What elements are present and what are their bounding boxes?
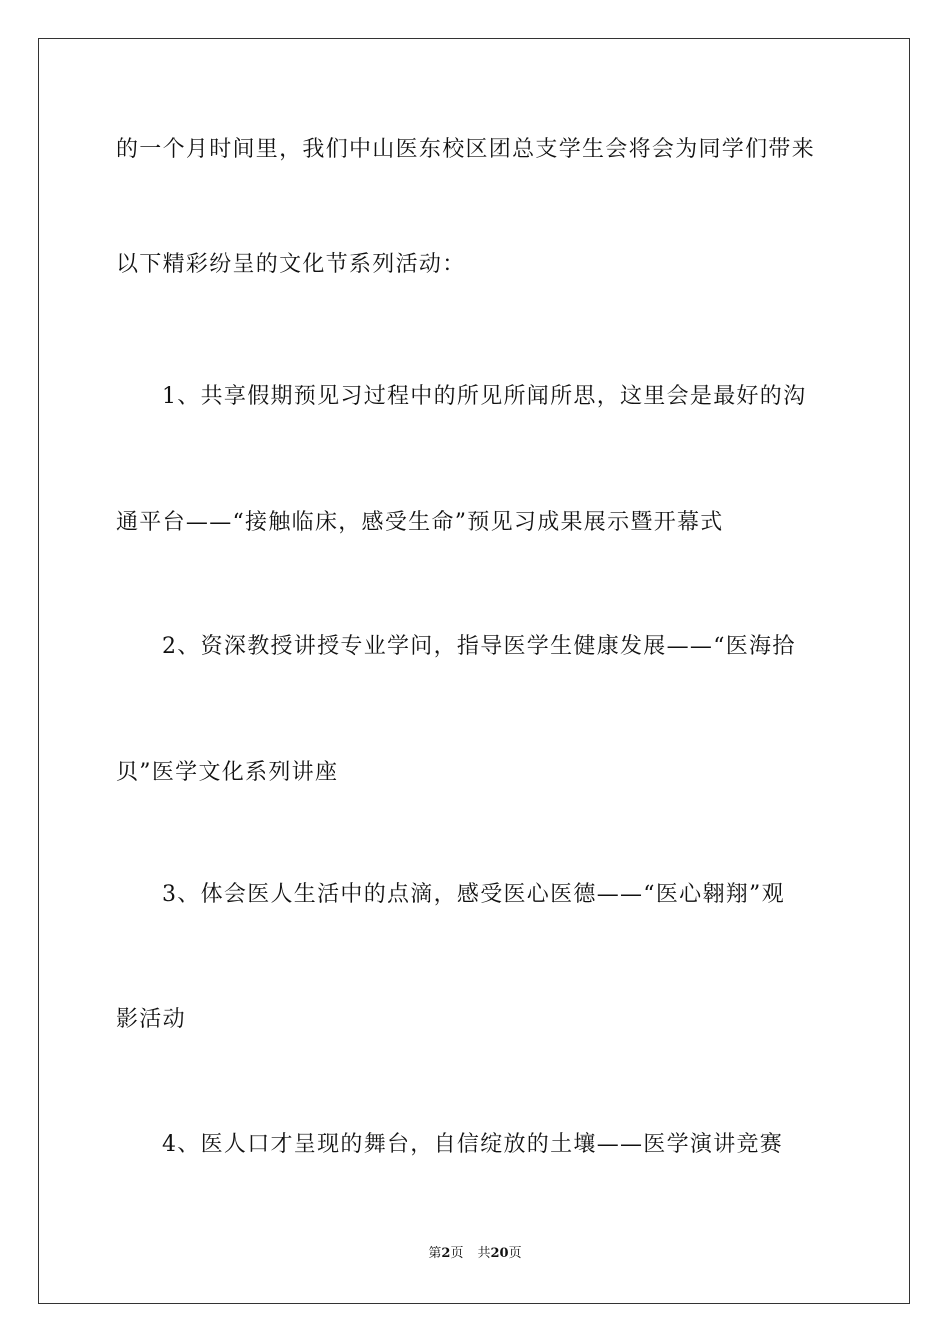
page-total-prefix: 共 [477, 1246, 491, 1261]
page-total-suffix: 页 [508, 1246, 522, 1261]
page-number-suffix: 页 [450, 1246, 464, 1261]
page-footer [0, 1246, 950, 1262]
page-total-count: 20 [490, 1246, 509, 1261]
list-item-2-line-1: 2、资深教授讲授专业学问，指导医学生健康发展——“医海拾 [162, 634, 796, 659]
list-item-1-line-1: 1、共享假期预见习过程中的所见所闻所思，这里会是最好的沟 [162, 384, 807, 409]
list-item-1-line-2: 通平台——“接触临床，感受生命”预见习成果展示暨开幕式 [116, 510, 724, 535]
page-number-prefix: 第 [428, 1246, 442, 1261]
list-item-2-line-2: 贝”医学文化系列讲座 [116, 760, 339, 785]
list-item-3-line-2: 影活动 [116, 1007, 186, 1032]
paragraph-line: 以下精彩纷呈的文化节系列活动： [116, 252, 466, 277]
page-number-current: 2 [441, 1246, 451, 1261]
list-item-4-line-1: 4、医人口才呈现的舞台，自信绽放的土壤——医学演讲竞赛 [162, 1132, 784, 1157]
page-border [38, 38, 910, 1304]
paragraph-line: 的一个月时间里，我们中山医东校区团总支学生会将会为同学们带来 [116, 137, 816, 162]
list-item-3-line-1: 3、体会医人生活中的点滴，感受医心医德——“医心翱翔”观 [162, 882, 785, 907]
